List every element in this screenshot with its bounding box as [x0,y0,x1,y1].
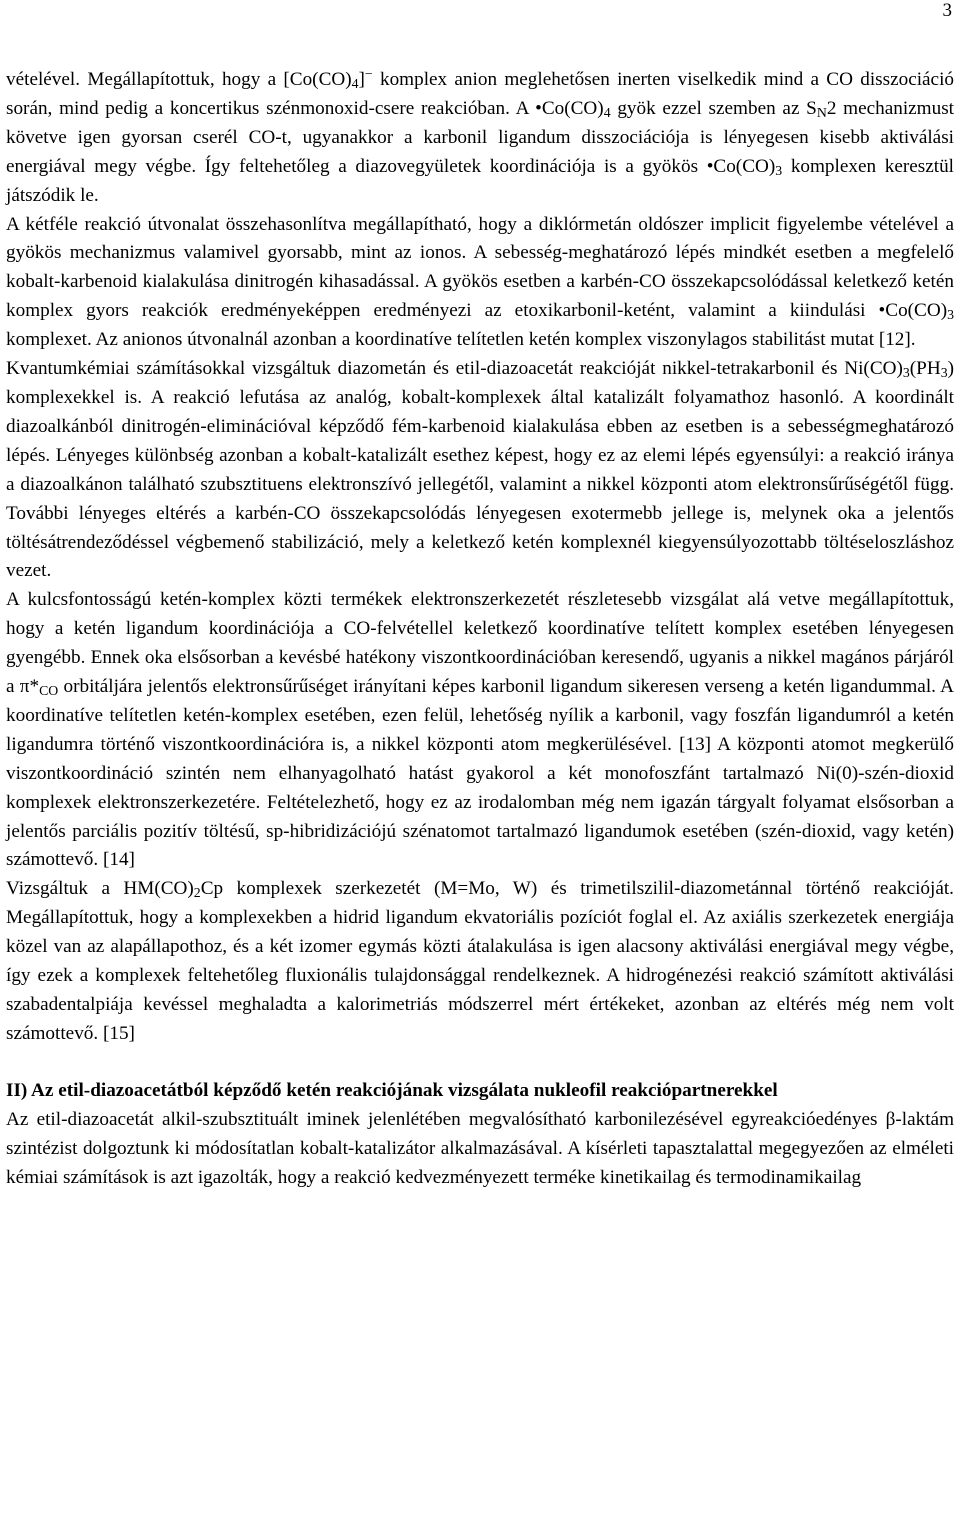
paragraph-2: A kétféle reakció útvonalat összehasonlítva megállapítható, hogy a diklórmetán oldószer implicit figyelembe vételével a gyökös mechanizmus valamivel gyorsabb, mint az ionos. A sebesség-meghatározó lépés mindkét esetben a megfelelő kobalt-karbenoid kialakulása dinitrogén kihasadással. A gyökös esetben a karbén-CO összekapcsolódással keletkező ketén komplex gyors reakciók eredményeképpen eredményezi az etoxikarbonil-ketént, valamint a kiindulási $•Co(CO)_3$ komplexet. Az anionos útvonalnál azonban a koordinatíve telítetlen ketén komplex viszonylagos stabilitást mutat [12]. [6,213,954,351]
document-body [6,66,954,1192]
paragraph-6: Az etil-diazoacetát alkil-szubsztituált iminek jelenlétében megvalósítható karbonilezésével egyreakcióedényes β-laktám szintézist dolgoztunk ki módosítatlan kobalt-katalizátor alkalmazásával. A kísérleti tapasztalattal megegyezően az elméleti kémiai számítások is azt igazolták, hogy a reakció kedvezményezett terméke kinetikailag és termodinamikailag [6,1108,954,1188]
section-heading: II) Az etil-diazoacetátból képződő ketén reakciójának vizsgálata nukleofil reakciópartnerekkel [6,1079,778,1101]
paragraph-1: vételével. Megállapítottuk, hogy a $[Co(CO)_4]^-$ komplex anion meglehetősen inerten viselkedik mind a CO disszociáció során, mind pedig a koncertikus szénmonoxid-csere reakcióban. A $•Co(CO)_4$ gyök ezzel szemben az $S_N2$ mechanizmust követve igen gyorsan cserél CO-t, ugyanakkor a karbonil ligandum disszociációja is lényegesen kisebb aktiválási energiával megy végbe. Így feltehetőleg a diazovegyületek koordinációja is a gyökös $•Co(CO)_3$ komplexen keresztül játszódik le. [6,66,955,206]
paragraph-5: Vizsgáltuk a $HM(CO)_2Cp$ komplexek szerkezetét (M=Mo, W) és trimetilszilil-diazometánnal történő reakcióját. Megállapítottuk, hogy a komplexekben a hidrid ligandum ekvatoriális pozíciót foglal el. Az axiális szerkezetek energiája közel van az alapállapothoz, és a két izomer egymás közti átalakulása is igen alacsony aktiválási energiával megy végbe, így ezek a komplexek feltehetőleg fluxionális tulajdonsággal rendelkeznek. A hidrogénezési reakció számított aktiválási szabadentalpiája kevéssel meghaladta a kalorimetriás módszerrel mért értékeket, azonban az eltérés még nem volt számottevő. [15] [6,878,954,1044]
page-number: 3 [942,0,952,21]
paragraph-3: Kvantumkémiai számításokkal vizsgáltuk diazometán és etil-diazoacetát reakcióját nikkel-tetrakarbonil és $Ni(CO)_3(PH_3)$ komplexekkel is. A reakció lefutása az analóg, kobalt-komplexek által katalizált folyamathoz hasonló. A koordinált diazoalkánból dinitrogén-eliminációval képződő fém-karbenoid kialakulása ebben az esetben is a sebességmeghatározó lépés. Lényeges különbség azonban a kobalt-katalizált esethez képest, hogy ez az elemi lépés egyensúlyi: a reakció iránya a diazoalkánon található szubsztituens elektronszívó jellegétől, valamint a nikkel központi atom elektronsűrűségétől függ. További lényeges eltérés a karbén-CO összekapcsolódás lényegesen exotermebb jellege is, melynek oka a jelentős töltésátrendeződéssel végbemenő stabilizáció, mely a keletkező ketén komplexnél kiegyensúlyozottabb töltéseloszláshoz vezet. [6,358,954,582]
paragraph-4: A kulcsfontosságú ketén-komplex közti termékek elektronszerkezetét részletesebb vizsgálat alá vetve megállapítottuk, hogy a ketén ligandum koordinációja a CO-felvétellel keletkező koordinatíve telített komplex esetében lényegesen gyengébb. Ennek oka elsősorban a kevésbé hatékony viszontkoordinációban keresendő, ugyanis a nikkel magános párjáról a $\pi*_{CO}$ orbitáljára jelentős elektronsűrűséget irányítani képes karbonil ligandum sikeresen verseng a ketén ligandummal. A koordinatíve telítetlen ketén-komplex esetében, ezen felül, lehetőség nyílik a karbonil, vagy foszfán ligandumról a ketén ligandumra történő viszontkoordinációra is, a nikkel központi atom megkerülésével. [13] A központi atomot megkerülő viszontkoordináció szintén nem elhanyagolható hatást gyakorol a két monofoszfánt tartalmazó Ni(0)-szén-dioxid komplexek elektronszerkezetére. Feltételezhető, hogy ez az irodalomban még nem igazán tárgyalt folyamat elsősorban a jelentős parciális pozitív töltésű, sp-hibridizációjú szénatomot tartalmazó ligandumok esetében (szén-dioxid, vagy ketén) számottevő. [14] [6,589,954,871]
